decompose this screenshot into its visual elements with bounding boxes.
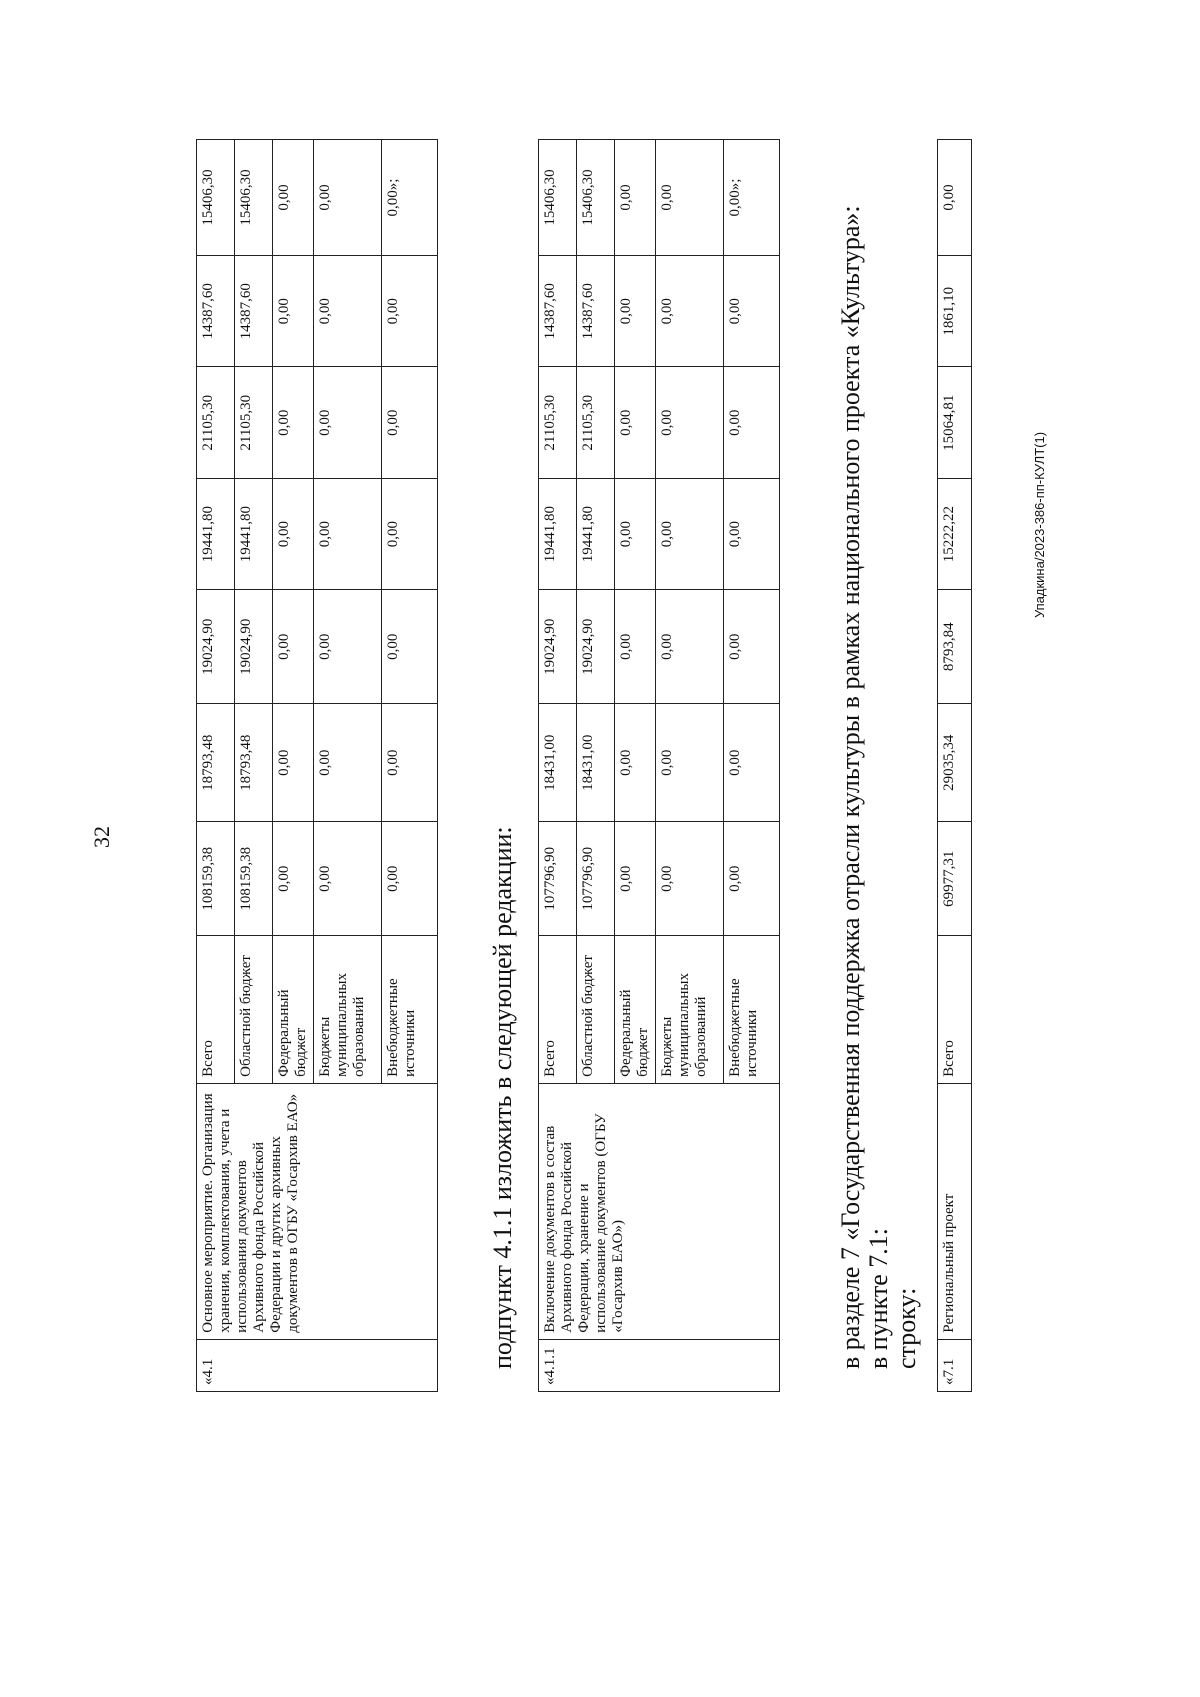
footer-code: Упадкина/2023-386-пп-КУЛТ(1)	[1032, 431, 1047, 619]
table-4-1-value-cell: 18793,48	[197, 704, 235, 822]
table-4-1-value-cell: 0,00	[314, 478, 382, 589]
table-4-1-value-cell: 21105,30	[235, 367, 273, 478]
page-number: 32	[89, 826, 114, 848]
table-4-1-value-cell: 14387,60	[235, 256, 273, 367]
table-4-1-1-value-cell: 0,00	[615, 140, 656, 256]
table-4-1-1-value-cell: 21105,30	[539, 367, 577, 478]
table-4-1-1-value-cell: 0,00	[615, 256, 656, 367]
table-4-1-1-value-cell: 0,00	[724, 478, 780, 589]
table-4-1-value-cell: 108159,38	[235, 822, 273, 936]
table-4-1-value-cell: 0,00	[273, 704, 314, 822]
table-4-1-value-cell: 0,00	[273, 367, 314, 478]
table-4-1-1-code: «4.1.1	[539, 1339, 780, 1391]
table-4-1-1-title: Включение документов в состав Архивного фонда Российской Федерации, хранение и использование документов (ОГБУ «Госархив ЕАО»)	[539, 1083, 780, 1339]
table-4-1-1-value-cell: 0,00	[656, 367, 724, 478]
table-4-1-1-value-cell: 0,00	[656, 590, 724, 704]
table-4-1-value-cell: 19441,80	[235, 478, 273, 589]
section-line-1: в разделе 7 «Государственная поддержка отрасли культуры в рамках национального проекта «Культура»:	[836, 205, 865, 1369]
table-7-1-value-cell: 15222,22	[938, 478, 972, 589]
table-4-1-value-cell: 21105,30	[197, 367, 235, 478]
table-4-1-1-funding-source: Бюджеты муниципальных образований	[656, 936, 724, 1084]
table-4-1-value-cell: 18793,48	[235, 704, 273, 822]
table-4-1-1-value-cell: 21105,30	[577, 367, 615, 478]
table-4-1-1-value-cell: 19024,90	[539, 590, 577, 704]
table-4-1-value-cell: 14387,60	[197, 256, 235, 367]
table-4-1-funding-source: Всего	[197, 936, 235, 1084]
table-7-1-value-cell: 29035,34	[938, 704, 972, 822]
table-4-1-value-cell: 0,00	[314, 140, 382, 256]
table-4-1-value-cell: 0,00	[273, 822, 314, 936]
table-7-1-value-cell: 69977,31	[938, 822, 972, 936]
table-7-1-value-cell: 8793,84	[938, 590, 972, 704]
table-4-1-1-value-cell: 0,00	[724, 822, 780, 936]
table-4-1-code: «4.1	[197, 1339, 438, 1391]
section-line-3: строку:	[892, 1287, 921, 1369]
table-4-1-1-value-cell: 0,00	[724, 256, 780, 367]
section-line-2: в пункте 7.1:	[864, 1227, 893, 1369]
table-4-1-value-cell: 0,00	[273, 256, 314, 367]
table-4-1-1-value-cell: 0,00	[656, 140, 724, 256]
table-4-1-1-value-cell: 107796,90	[577, 822, 615, 936]
table-7-1	[937, 139, 972, 1392]
table-4-1-1-funding-source: Внебюджетные источники	[724, 936, 780, 1084]
table-4-1-value-cell: 15406,30	[235, 140, 273, 256]
table-7-1-row	[938, 140, 972, 1392]
table-4-1-1-value-cell: 19024,90	[577, 590, 615, 704]
table-4-1-1-value-cell: 107796,90	[539, 822, 577, 936]
table-4-1-1-value-cell: 15406,30	[577, 140, 615, 256]
table-4-1-1-value-cell: 0,00	[656, 478, 724, 589]
table-4-1-1-value-cell: 0,00	[615, 822, 656, 936]
table-4-1-title: Основное мероприятие. Организация хранения, комплектования, учета и использования документов Архивного фонда Российской Федерации и других архивных документов в ОГБУ «Госархив ЕАО»	[197, 1083, 438, 1339]
table-4-1-1-value-cell: 0,00»;	[724, 140, 780, 256]
table-4-1-1-value-cell: 19441,80	[539, 478, 577, 589]
table-4-1-1-value-cell: 0,00	[656, 822, 724, 936]
table-4-1-1-value-cell: 18431,00	[577, 704, 615, 822]
table-4-1-funding-source: Внебюджетные источники	[382, 936, 438, 1084]
table-7-1-funding-source: Всего	[938, 936, 972, 1084]
table-4-1-1-value-cell: 0,00	[656, 256, 724, 367]
table-4-1-value-cell: 19024,90	[235, 590, 273, 704]
table-4-1-value-cell: 0,00	[382, 256, 438, 367]
table-4-1-funding-source: Федеральный бюджет	[273, 936, 314, 1084]
table-4-1-1	[538, 139, 780, 1392]
table-4-1-value-cell: 108159,38	[197, 822, 235, 936]
table-4-1-value-cell: 0,00	[382, 367, 438, 478]
table-4-1-1-value-cell: 0,00	[615, 478, 656, 589]
table-4-1-funding-source: Бюджеты муниципальных образований	[314, 936, 382, 1084]
table-4-1-value-cell: 0,00	[314, 256, 382, 367]
table-4-1-value-cell: 0,00	[382, 704, 438, 822]
table-4-1-value-cell: 0,00	[273, 590, 314, 704]
table-4-1-value-cell: 0,00	[382, 822, 438, 936]
table-4-1-1-value-cell: 15406,30	[539, 140, 577, 256]
table-4-1-value-cell: 15406,30	[197, 140, 235, 256]
table-4-1-row	[197, 140, 235, 1392]
table-4-1-1-value-cell: 14387,60	[577, 256, 615, 367]
table-4-1-value-cell: 0,00	[314, 367, 382, 478]
table-4-1-1-funding-source: Федеральный бюджет	[615, 936, 656, 1084]
table-4-1-1-value-cell: 14387,60	[539, 256, 577, 367]
table-4-1-value-cell: 0,00	[314, 822, 382, 936]
table-7-1-title: Региональный проект	[938, 1083, 972, 1339]
table-4-1-value-cell: 0,00	[314, 590, 382, 704]
table-4-1-1-value-cell: 0,00	[615, 590, 656, 704]
table-4-1-1-value-cell: 0,00	[615, 704, 656, 822]
table-4-1-value-cell: 0,00»;	[382, 140, 438, 256]
table-4-1-value-cell: 0,00	[382, 590, 438, 704]
table-7-1-value-cell: 0,00	[938, 140, 972, 256]
table-4-1-1-value-cell: 18431,00	[539, 704, 577, 822]
table-4-1-1-value-cell: 0,00	[724, 367, 780, 478]
table-4-1-1-funding-source: Всего	[539, 936, 577, 1084]
table-7-1-value-cell: 1861,10	[938, 256, 972, 367]
table-4-1-1-funding-source: Областной бюджет	[577, 936, 615, 1084]
table-4-1-1-value-cell: 0,00	[615, 367, 656, 478]
table-4-1-funding-source: Областной бюджет	[235, 936, 273, 1084]
heading-subpoint-4-1-1: подпункт 4.1.1 изложить в следующей редакции:	[488, 826, 517, 1369]
table-4-1-1-value-cell: 0,00	[724, 590, 780, 704]
table-4-1-value-cell: 0,00	[314, 704, 382, 822]
table-4-1-1-row	[539, 140, 577, 1392]
table-4-1-value-cell: 19441,80	[197, 478, 235, 589]
table-4-1-1-value-cell: 0,00	[724, 704, 780, 822]
table-7-1-value-cell: 15064,81	[938, 367, 972, 478]
table-4-1-value-cell: 19024,90	[197, 590, 235, 704]
table-4-1-1-value-cell: 0,00	[656, 704, 724, 822]
table-4-1-value-cell: 0,00	[273, 140, 314, 256]
table-4-1-1-value-cell: 19441,80	[577, 478, 615, 589]
table-7-1-code: «7.1	[938, 1339, 972, 1391]
table-4-1-value-cell: 0,00	[273, 478, 314, 589]
table-4-1	[196, 139, 438, 1392]
table-4-1-value-cell: 0,00	[382, 478, 438, 589]
